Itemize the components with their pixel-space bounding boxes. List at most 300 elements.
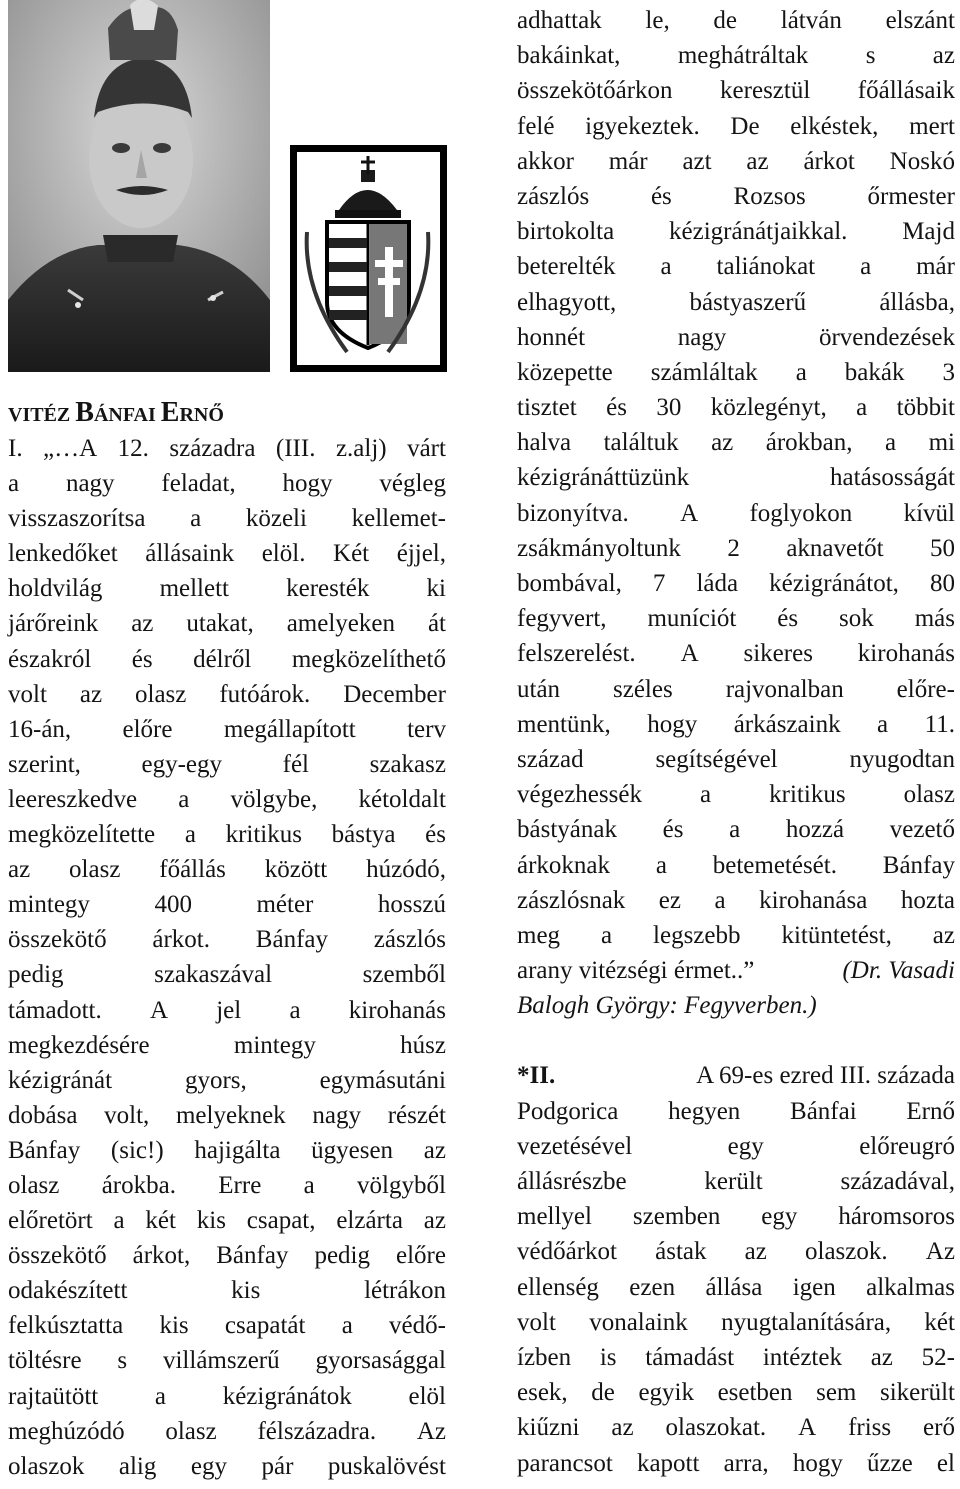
word: éjjel, bbox=[396, 540, 446, 568]
word: hogy bbox=[792, 1449, 843, 1477]
word: ügyesen bbox=[311, 1136, 394, 1164]
word: rajvonalban bbox=[725, 675, 844, 703]
word: esetben bbox=[717, 1379, 793, 1407]
word: a bbox=[154, 1382, 167, 1410]
word: (III. bbox=[275, 435, 316, 462]
word: Bánfay bbox=[8, 1136, 81, 1164]
word: A bbox=[680, 499, 699, 527]
word: hegyen bbox=[668, 1097, 741, 1125]
word: keresztül bbox=[720, 77, 811, 105]
word: szemben bbox=[632, 1203, 721, 1231]
word: csapatát bbox=[224, 1312, 306, 1340]
word: keresték bbox=[286, 575, 370, 603]
text-line bbox=[517, 1164, 955, 1199]
text-line bbox=[8, 712, 446, 747]
section-gap bbox=[517, 1023, 955, 1058]
word: hozta bbox=[900, 886, 955, 914]
word: kis bbox=[159, 1312, 189, 1340]
word: fegyvert, bbox=[517, 605, 607, 633]
word: olasz bbox=[69, 856, 121, 884]
word: Noskó bbox=[889, 147, 955, 175]
word: vonalaink bbox=[589, 1308, 688, 1336]
coat-of-arms-image bbox=[290, 145, 447, 372]
text-line bbox=[517, 496, 955, 531]
text-line bbox=[517, 355, 955, 390]
word: összekötőárkon bbox=[517, 77, 673, 105]
word: nagy bbox=[677, 323, 727, 351]
word: hogy bbox=[647, 710, 698, 738]
word: Ernő bbox=[906, 1097, 955, 1125]
text-line bbox=[8, 1203, 446, 1238]
word: de bbox=[591, 1379, 615, 1407]
word: előre- bbox=[896, 675, 955, 703]
text-line bbox=[8, 957, 446, 992]
section-2-first-line bbox=[517, 1058, 955, 1093]
word: megközelítette bbox=[8, 821, 156, 849]
text-line bbox=[517, 1234, 955, 1269]
arany-line bbox=[517, 953, 955, 988]
word: lenkedőket bbox=[8, 540, 118, 568]
word: olasz bbox=[8, 1171, 60, 1199]
word: széles bbox=[613, 675, 673, 703]
word: a bbox=[860, 253, 872, 281]
word: századával, bbox=[840, 1168, 955, 1195]
word: ez bbox=[658, 886, 681, 914]
word: le, bbox=[645, 7, 670, 34]
word: megállapított bbox=[223, 715, 356, 743]
text-line bbox=[517, 249, 955, 284]
word: adhattak bbox=[517, 7, 602, 34]
word: puskalövést bbox=[327, 1452, 446, 1480]
word: honnét bbox=[517, 323, 586, 351]
word: kézigránáttüzünk bbox=[517, 464, 690, 492]
word: segítségével bbox=[655, 745, 778, 773]
word: ízben bbox=[517, 1343, 572, 1371]
text-line bbox=[8, 887, 446, 922]
word: vezető bbox=[889, 816, 955, 844]
word: hatásosságát bbox=[830, 464, 955, 492]
word: részét bbox=[387, 1101, 446, 1129]
word: kirohanás bbox=[857, 640, 955, 668]
word: támadást bbox=[645, 1343, 735, 1371]
word: igyekeztek. bbox=[585, 112, 700, 140]
word: védő- bbox=[389, 1312, 446, 1340]
text-line bbox=[8, 1379, 446, 1414]
word: végleg bbox=[379, 470, 446, 498]
text-line bbox=[517, 707, 955, 742]
word: A bbox=[798, 1414, 817, 1442]
word: kézigránát bbox=[8, 1066, 113, 1094]
text-line bbox=[517, 531, 955, 566]
word: mintegy bbox=[8, 891, 90, 919]
word: az bbox=[932, 42, 955, 70]
word: bástya bbox=[331, 821, 396, 849]
citation-start: (Dr. Vasadi bbox=[842, 957, 955, 985]
word: beterelték bbox=[517, 253, 616, 281]
text-line bbox=[8, 642, 446, 677]
text-line bbox=[517, 566, 955, 601]
word: örvendezések bbox=[818, 323, 955, 351]
word: került bbox=[704, 1168, 763, 1195]
text-line bbox=[8, 1343, 446, 1378]
word: állásrészbe bbox=[517, 1168, 627, 1195]
text-line bbox=[8, 571, 446, 606]
word: elöl bbox=[408, 1382, 446, 1410]
word: 16-án, bbox=[8, 715, 72, 743]
word: Bánfay bbox=[882, 851, 955, 879]
word: erő bbox=[923, 1414, 955, 1442]
word: kapott bbox=[636, 1449, 700, 1477]
word: olaszok bbox=[8, 1452, 85, 1480]
word: elszánt bbox=[885, 7, 955, 34]
word: bombával, bbox=[517, 570, 622, 597]
word: zászlós bbox=[373, 926, 446, 954]
text-line bbox=[517, 285, 955, 320]
text-line bbox=[8, 1133, 446, 1168]
word: Bánfai bbox=[790, 1097, 857, 1125]
word: a bbox=[714, 886, 726, 914]
word: nyugtalanítására, bbox=[721, 1308, 892, 1336]
word: 11. bbox=[924, 710, 955, 738]
word: összekötő bbox=[8, 1242, 107, 1270]
word: várt bbox=[407, 435, 446, 462]
word: bástyának bbox=[517, 816, 617, 844]
word: 7 bbox=[652, 570, 666, 597]
word: támadott. bbox=[8, 996, 102, 1024]
word: árkászaink bbox=[733, 710, 841, 738]
word: kitüntetést, bbox=[781, 921, 892, 949]
right-paragraph-1 bbox=[517, 3, 955, 953]
word: az bbox=[870, 1343, 893, 1371]
word: z.alj) bbox=[335, 435, 387, 462]
word: aknavetőt bbox=[786, 534, 884, 562]
word: védőárkot bbox=[517, 1238, 617, 1266]
word: sikeres bbox=[743, 640, 813, 668]
text-line bbox=[8, 1414, 446, 1449]
word: gyors, bbox=[184, 1066, 247, 1094]
word: többit bbox=[896, 394, 955, 422]
word: árkot bbox=[803, 147, 855, 175]
word: mellyel bbox=[517, 1203, 592, 1231]
word: olasz bbox=[165, 1417, 217, 1445]
word: összekötő bbox=[8, 926, 107, 954]
word: kis bbox=[196, 1207, 226, 1235]
word: a bbox=[600, 921, 613, 949]
word: a bbox=[884, 429, 897, 457]
text-line bbox=[8, 1449, 446, 1484]
word: esek, bbox=[517, 1379, 568, 1407]
word: árkoknak bbox=[517, 851, 611, 879]
text-line bbox=[517, 179, 955, 214]
text-line bbox=[517, 1305, 955, 1340]
word: Két bbox=[333, 540, 370, 568]
word: bástyaszerű bbox=[689, 288, 807, 316]
word: azt bbox=[682, 147, 712, 175]
word: űzze bbox=[866, 1449, 913, 1477]
text-line bbox=[517, 1199, 955, 1234]
portrait-photo bbox=[8, 0, 270, 372]
word: sikerült bbox=[879, 1379, 955, 1407]
text-line bbox=[517, 425, 955, 460]
word: az bbox=[423, 1136, 446, 1164]
word: őrmester bbox=[867, 182, 955, 210]
word: zászlósnak bbox=[517, 886, 626, 914]
text-line bbox=[8, 993, 446, 1028]
word: már bbox=[608, 147, 648, 175]
section-2-marker: *II. bbox=[517, 1062, 556, 1090]
text-line bbox=[8, 536, 446, 571]
word: Az bbox=[925, 1238, 955, 1266]
word: az bbox=[611, 1414, 634, 1442]
word: pedig bbox=[8, 961, 64, 989]
word: az bbox=[423, 1207, 446, 1235]
word: kézigránátjaikkal. bbox=[669, 218, 848, 246]
word: a bbox=[660, 253, 672, 281]
word: taliánokat bbox=[716, 253, 816, 281]
word: főállásaik bbox=[857, 77, 955, 105]
text-line bbox=[517, 777, 955, 812]
word: létrákon bbox=[364, 1277, 446, 1305]
word: vezetésével bbox=[517, 1132, 633, 1160]
citation-line: Balogh György: Fegyverben.) bbox=[517, 992, 817, 1020]
word: a bbox=[8, 470, 20, 498]
word: feladat, bbox=[161, 470, 236, 498]
text-line bbox=[517, 144, 955, 179]
word: foglyokon bbox=[749, 499, 853, 527]
word: az bbox=[131, 610, 154, 638]
word: a bbox=[341, 1312, 353, 1340]
word: méter bbox=[256, 891, 314, 919]
right-text-column bbox=[517, 3, 955, 1481]
word: völgybe, bbox=[230, 785, 318, 813]
word: két bbox=[145, 1207, 176, 1235]
word: nyugodtan bbox=[849, 745, 955, 773]
word: alig bbox=[118, 1452, 157, 1480]
text-line bbox=[8, 466, 446, 501]
word: Bánfay bbox=[255, 926, 328, 954]
text-line bbox=[517, 1410, 955, 1445]
author-heading: VITÉZ BÁNFAI ERNŐ bbox=[8, 397, 224, 428]
word: szerint, bbox=[8, 750, 81, 778]
word: kirohanása bbox=[759, 886, 868, 914]
word: és bbox=[650, 182, 672, 210]
left-text-column bbox=[8, 431, 446, 1484]
text-line bbox=[517, 1129, 955, 1164]
word: és bbox=[425, 821, 446, 849]
word: a bbox=[289, 996, 301, 1024]
word: felé bbox=[517, 112, 555, 140]
word: friss bbox=[848, 1414, 892, 1442]
text-line bbox=[8, 431, 446, 466]
word: legszebb bbox=[653, 921, 741, 949]
word: 3 bbox=[942, 358, 955, 386]
word: olaszok. bbox=[805, 1238, 888, 1266]
word: birtokolta bbox=[517, 218, 615, 246]
word: bakák bbox=[844, 358, 905, 386]
word: századra bbox=[169, 435, 256, 462]
word: megkezdésére bbox=[8, 1031, 150, 1059]
word: kis bbox=[231, 1277, 261, 1305]
word: 30 bbox=[656, 394, 682, 422]
text-line bbox=[8, 1028, 446, 1063]
word: nagy bbox=[65, 470, 115, 498]
text-line bbox=[8, 1273, 446, 1308]
word: és bbox=[131, 645, 153, 673]
word: a bbox=[113, 1207, 125, 1235]
text-line bbox=[8, 922, 446, 957]
word: a bbox=[856, 394, 868, 422]
word: Majd bbox=[902, 218, 955, 246]
section-2-first-text: A 69-es ezred III. százada bbox=[696, 1062, 955, 1090]
word: pár bbox=[261, 1452, 294, 1480]
word: az bbox=[932, 921, 955, 949]
word: intéztek bbox=[762, 1343, 842, 1371]
word: Erre bbox=[218, 1171, 262, 1199]
word: a bbox=[877, 710, 889, 738]
word: De bbox=[730, 112, 760, 140]
text-line bbox=[517, 1340, 955, 1375]
word: közepette bbox=[517, 358, 613, 386]
text-line bbox=[8, 677, 446, 712]
word: olaszokat. bbox=[665, 1414, 767, 1442]
word: bizonyítva. bbox=[517, 499, 629, 527]
word: hajigálta bbox=[194, 1136, 281, 1164]
word: és bbox=[606, 394, 627, 422]
word: elhagyott, bbox=[517, 288, 617, 316]
text-line bbox=[517, 320, 955, 355]
word: el bbox=[936, 1449, 955, 1477]
word: mintegy bbox=[233, 1031, 316, 1059]
word: muníciót bbox=[647, 605, 737, 633]
word: elkéstek, bbox=[790, 112, 879, 140]
word: és bbox=[662, 816, 684, 844]
word: A bbox=[149, 996, 169, 1024]
word: ástak bbox=[655, 1238, 707, 1266]
word: terv bbox=[407, 715, 446, 743]
word: s bbox=[865, 42, 876, 70]
word: át bbox=[427, 610, 446, 638]
text-line bbox=[8, 1168, 446, 1203]
word: után bbox=[517, 675, 561, 703]
word: előretört bbox=[8, 1207, 93, 1235]
word: futóárok. bbox=[219, 680, 311, 708]
word: 2 bbox=[727, 534, 740, 562]
word: volt bbox=[8, 680, 47, 708]
word: állásba, bbox=[879, 288, 955, 316]
word: előreugró bbox=[859, 1132, 955, 1160]
word: volt bbox=[517, 1308, 556, 1336]
coat-of-arms-emblem bbox=[297, 152, 438, 363]
text-line bbox=[8, 1098, 446, 1133]
word: félszázadra. bbox=[257, 1417, 377, 1445]
text-line bbox=[517, 1375, 955, 1410]
word: húzódó, bbox=[366, 856, 446, 884]
word: pedig bbox=[314, 1242, 370, 1270]
word: egymásutáni bbox=[319, 1066, 446, 1094]
word: felszerelést. bbox=[517, 640, 636, 668]
text-line bbox=[517, 883, 955, 918]
word: láda bbox=[696, 570, 739, 597]
word: árkot, bbox=[132, 1242, 191, 1270]
word: 12. bbox=[117, 435, 149, 462]
word: akkor bbox=[517, 147, 574, 175]
text-line bbox=[8, 747, 446, 782]
text-line bbox=[517, 1094, 955, 1129]
word: ki bbox=[426, 575, 446, 603]
word: hozzá bbox=[785, 816, 845, 844]
text-line bbox=[8, 817, 446, 852]
word: 80 bbox=[929, 570, 955, 597]
word: egy bbox=[727, 1132, 764, 1160]
word: előre bbox=[395, 1242, 446, 1270]
word: Bánfay bbox=[216, 1242, 289, 1270]
word: végezhessék bbox=[517, 781, 642, 809]
word: arra, bbox=[723, 1449, 769, 1477]
word: az bbox=[746, 147, 769, 175]
word: leereszkedve bbox=[8, 785, 138, 813]
word: délről bbox=[193, 645, 252, 673]
word: az bbox=[711, 429, 734, 457]
word: a bbox=[729, 816, 741, 844]
right-paragraph-2 bbox=[517, 1094, 955, 1481]
word: egy bbox=[190, 1452, 227, 1480]
word: bakáinkat, bbox=[517, 42, 621, 70]
text-line bbox=[517, 1446, 955, 1481]
text-line bbox=[517, 1270, 955, 1305]
word: s bbox=[117, 1347, 128, 1375]
word: az bbox=[8, 856, 31, 884]
word: ellenség bbox=[517, 1273, 599, 1301]
arany-text: arany vitézségi érmet..” bbox=[517, 957, 755, 985]
word: szakaszával bbox=[154, 961, 273, 989]
word: hosszú bbox=[377, 891, 446, 919]
text-line bbox=[8, 606, 446, 641]
word: állásaink bbox=[145, 540, 235, 568]
text-line bbox=[517, 636, 955, 671]
word: Rozsos bbox=[733, 182, 806, 210]
word: sok bbox=[839, 605, 874, 633]
word: a bbox=[795, 358, 807, 386]
word: A bbox=[680, 640, 699, 668]
word: kiűzni bbox=[517, 1414, 580, 1442]
word: mentünk, bbox=[517, 710, 611, 738]
word: (sic!) bbox=[110, 1136, 164, 1164]
word: látván bbox=[780, 7, 842, 34]
word: a bbox=[655, 851, 667, 879]
text-line bbox=[8, 1063, 446, 1098]
word: a bbox=[178, 785, 190, 813]
word: a bbox=[184, 821, 196, 849]
word: elöl. bbox=[261, 540, 306, 568]
word: század bbox=[517, 745, 584, 773]
word: de bbox=[713, 7, 738, 34]
word: főállás bbox=[159, 856, 226, 884]
word: az bbox=[79, 680, 103, 708]
text-line bbox=[8, 782, 446, 817]
word: a bbox=[700, 781, 712, 809]
word: egy-egy bbox=[141, 750, 223, 778]
word: egy bbox=[761, 1203, 798, 1231]
word: háromsoros bbox=[838, 1203, 955, 1231]
word: utakat, bbox=[186, 610, 254, 638]
word: állása bbox=[705, 1273, 763, 1301]
word: melyeknek bbox=[175, 1101, 286, 1129]
word: villámszerű bbox=[162, 1347, 280, 1375]
word: alkalmas bbox=[866, 1273, 955, 1301]
portrait-figure bbox=[8, 0, 270, 372]
text-line bbox=[8, 1308, 446, 1343]
word: elzárta bbox=[336, 1207, 403, 1235]
